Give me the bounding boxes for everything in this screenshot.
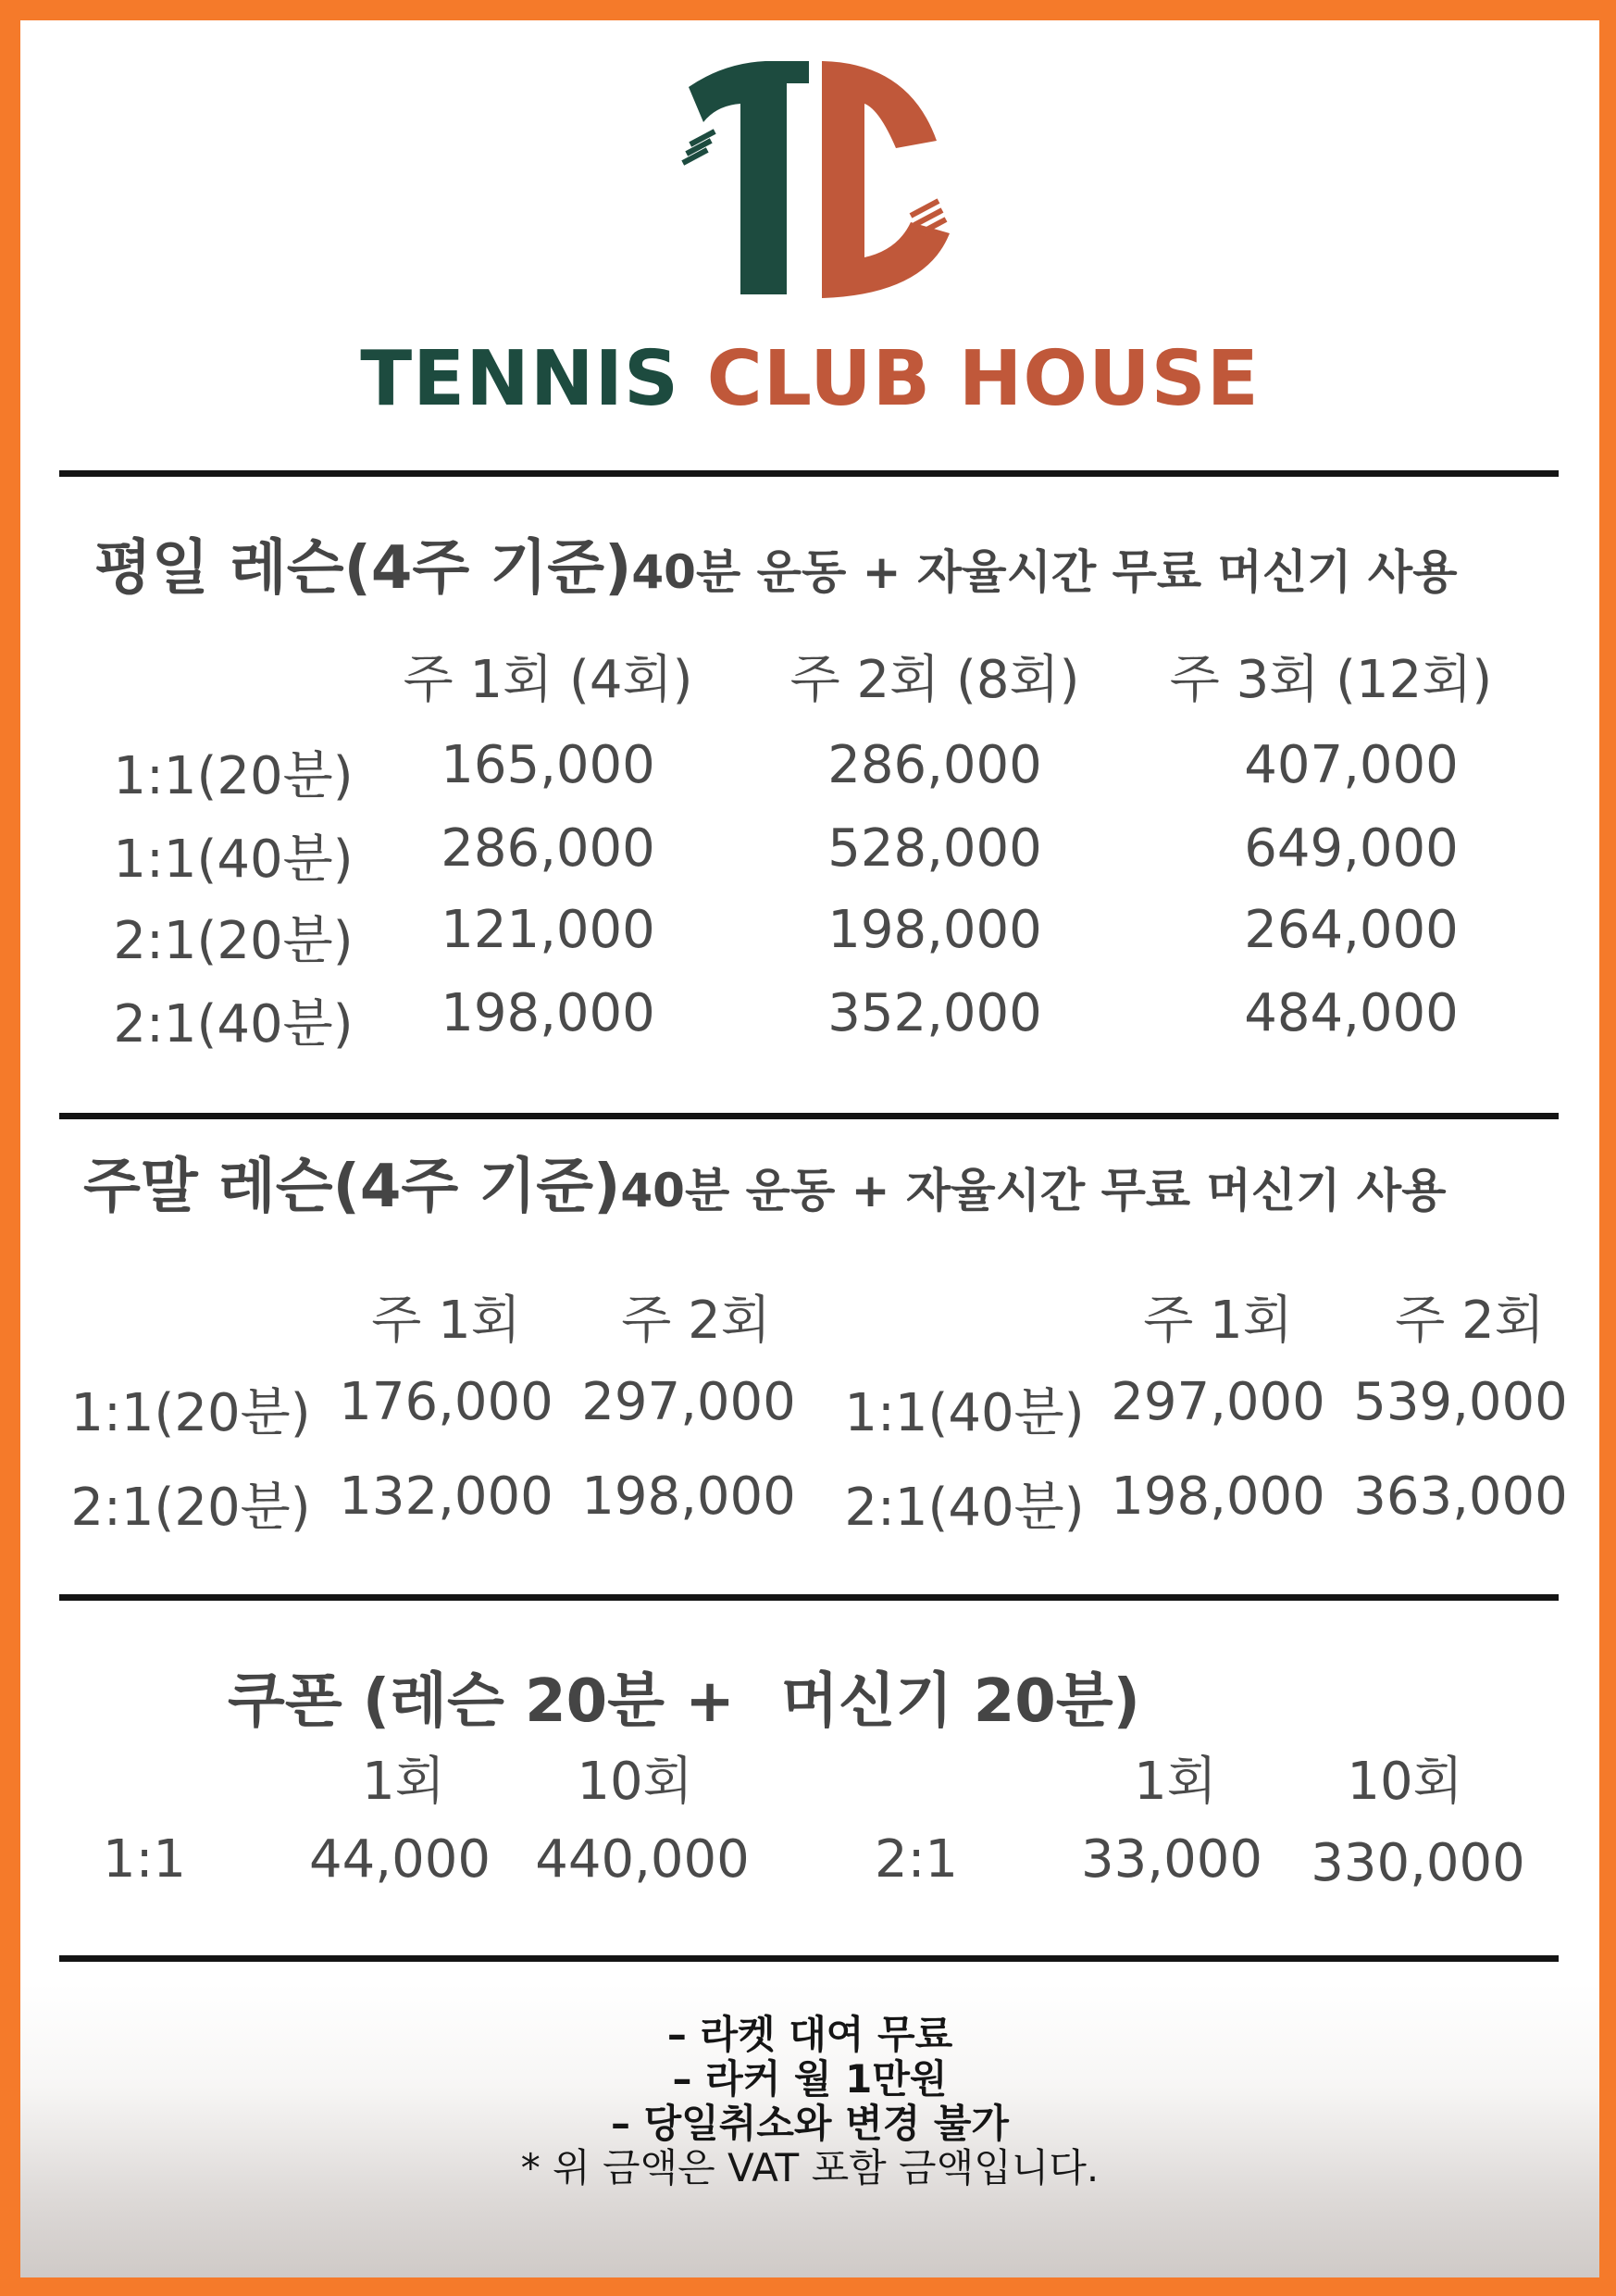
weekday-price: 286,000 bbox=[441, 818, 655, 879]
weekday-price: 198,000 bbox=[441, 983, 655, 1043]
notes bbox=[20, 2013, 1599, 2190]
weekend-price: 176,000 bbox=[339, 1372, 553, 1432]
weekend-price: 198,000 bbox=[1111, 1466, 1325, 1527]
note-item: * 위 금액은 VAT 포함 금액입니다. bbox=[520, 2145, 1100, 2190]
coupon-title-b: 머신기 20분) bbox=[781, 1667, 1140, 1736]
weekday-section-title bbox=[94, 520, 1458, 605]
coupon-col-header: 1회 bbox=[362, 1752, 445, 1812]
weekend-section-title bbox=[83, 1139, 1447, 1224]
weekend-col-header: 주 1회 bbox=[1143, 1291, 1293, 1351]
note-item: – 라커 월 1만원 bbox=[672, 2056, 948, 2102]
weekend-price: 363,000 bbox=[1353, 1466, 1568, 1527]
coupon-section-title bbox=[228, 1653, 735, 1739]
weekday-col-header: 주 2회 (8회) bbox=[789, 650, 1080, 710]
brand-name bbox=[20, 335, 1599, 423]
coupon-row-label: 2:1 bbox=[874, 1829, 959, 1890]
divider bbox=[59, 470, 1559, 477]
weekday-price: 352,000 bbox=[827, 983, 1042, 1043]
coupon-col-header: 1회 bbox=[1134, 1752, 1217, 1812]
weekday-subtitle: 40분 운동 + 자율시간 무료 머신기 사용 bbox=[631, 545, 1458, 599]
coupon-row-label: 1:1 bbox=[102, 1829, 187, 1890]
coupon-col-header: 10회 bbox=[1347, 1752, 1463, 1812]
weekend-title: 주말 레슨(4주 기준) bbox=[83, 1153, 621, 1221]
coupon-price: 330,000 bbox=[1311, 1833, 1525, 1893]
weekday-row-label: 2:1(20분) bbox=[113, 911, 354, 971]
weekend-price: 198,000 bbox=[581, 1466, 796, 1527]
weekend-row-label: 1:1(20분) bbox=[70, 1383, 311, 1443]
coupon-title-a: 쿠폰 (레슨 20분 + bbox=[228, 1667, 735, 1736]
weekday-price: 484,000 bbox=[1244, 983, 1459, 1043]
weekday-price: 286,000 bbox=[827, 735, 1042, 795]
coupon-price: 440,000 bbox=[535, 1829, 750, 1890]
coupon-col-header: 10회 bbox=[577, 1752, 693, 1812]
price-sheet bbox=[20, 20, 1599, 2277]
coupon-price: 33,000 bbox=[1081, 1829, 1262, 1890]
divider bbox=[59, 1113, 1559, 1119]
weekend-row-label: 2:1(40분) bbox=[844, 1478, 1085, 1538]
weekend-row-label: 2:1(20분) bbox=[70, 1478, 311, 1538]
weekday-price: 649,000 bbox=[1244, 818, 1459, 879]
weekday-price: 407,000 bbox=[1244, 735, 1459, 795]
coupon-price: 44,000 bbox=[309, 1829, 491, 1890]
weekday-col-header: 주 1회 (4회) bbox=[403, 650, 693, 710]
weekday-row-label: 2:1(40분) bbox=[113, 994, 354, 1054]
weekday-price: 165,000 bbox=[441, 735, 655, 795]
weekday-row-label: 1:1(40분) bbox=[113, 830, 354, 890]
weekend-price: 297,000 bbox=[1111, 1372, 1325, 1432]
weekend-col-header: 주 2회 bbox=[1395, 1291, 1545, 1351]
weekend-row-label: 1:1(40분) bbox=[844, 1383, 1085, 1443]
weekday-price: 198,000 bbox=[827, 900, 1042, 960]
brand-name-part2: CLUB HOUSE bbox=[706, 335, 1260, 423]
divider bbox=[59, 1594, 1559, 1601]
weekend-subtitle: 40분 운동 + 자율시간 무료 머신기 사용 bbox=[620, 1164, 1447, 1217]
weekday-price: 121,000 bbox=[441, 900, 655, 960]
weekend-price: 539,000 bbox=[1353, 1372, 1568, 1432]
note-item: – 라켓 대여 무료 bbox=[666, 2012, 953, 2057]
weekday-col-header: 주 3회 (12회) bbox=[1169, 650, 1493, 710]
divider bbox=[59, 1955, 1559, 1962]
weekend-col-header: 주 1회 bbox=[371, 1291, 521, 1351]
coupon-section-title-b bbox=[781, 1653, 1140, 1739]
weekday-price: 264,000 bbox=[1244, 900, 1459, 960]
weekday-price: 528,000 bbox=[827, 818, 1042, 879]
weekday-title: 평일 레슨(4주 기준) bbox=[94, 534, 632, 603]
brand-name-part1: TENNIS bbox=[360, 335, 680, 423]
weekend-price: 297,000 bbox=[581, 1372, 796, 1432]
weekend-col-header: 주 2회 bbox=[621, 1291, 771, 1351]
weekend-price: 132,000 bbox=[339, 1466, 553, 1527]
note-item: – 당일취소와 변경 불가 bbox=[610, 2101, 1009, 2146]
weekday-row-label: 1:1(20분) bbox=[113, 746, 354, 806]
